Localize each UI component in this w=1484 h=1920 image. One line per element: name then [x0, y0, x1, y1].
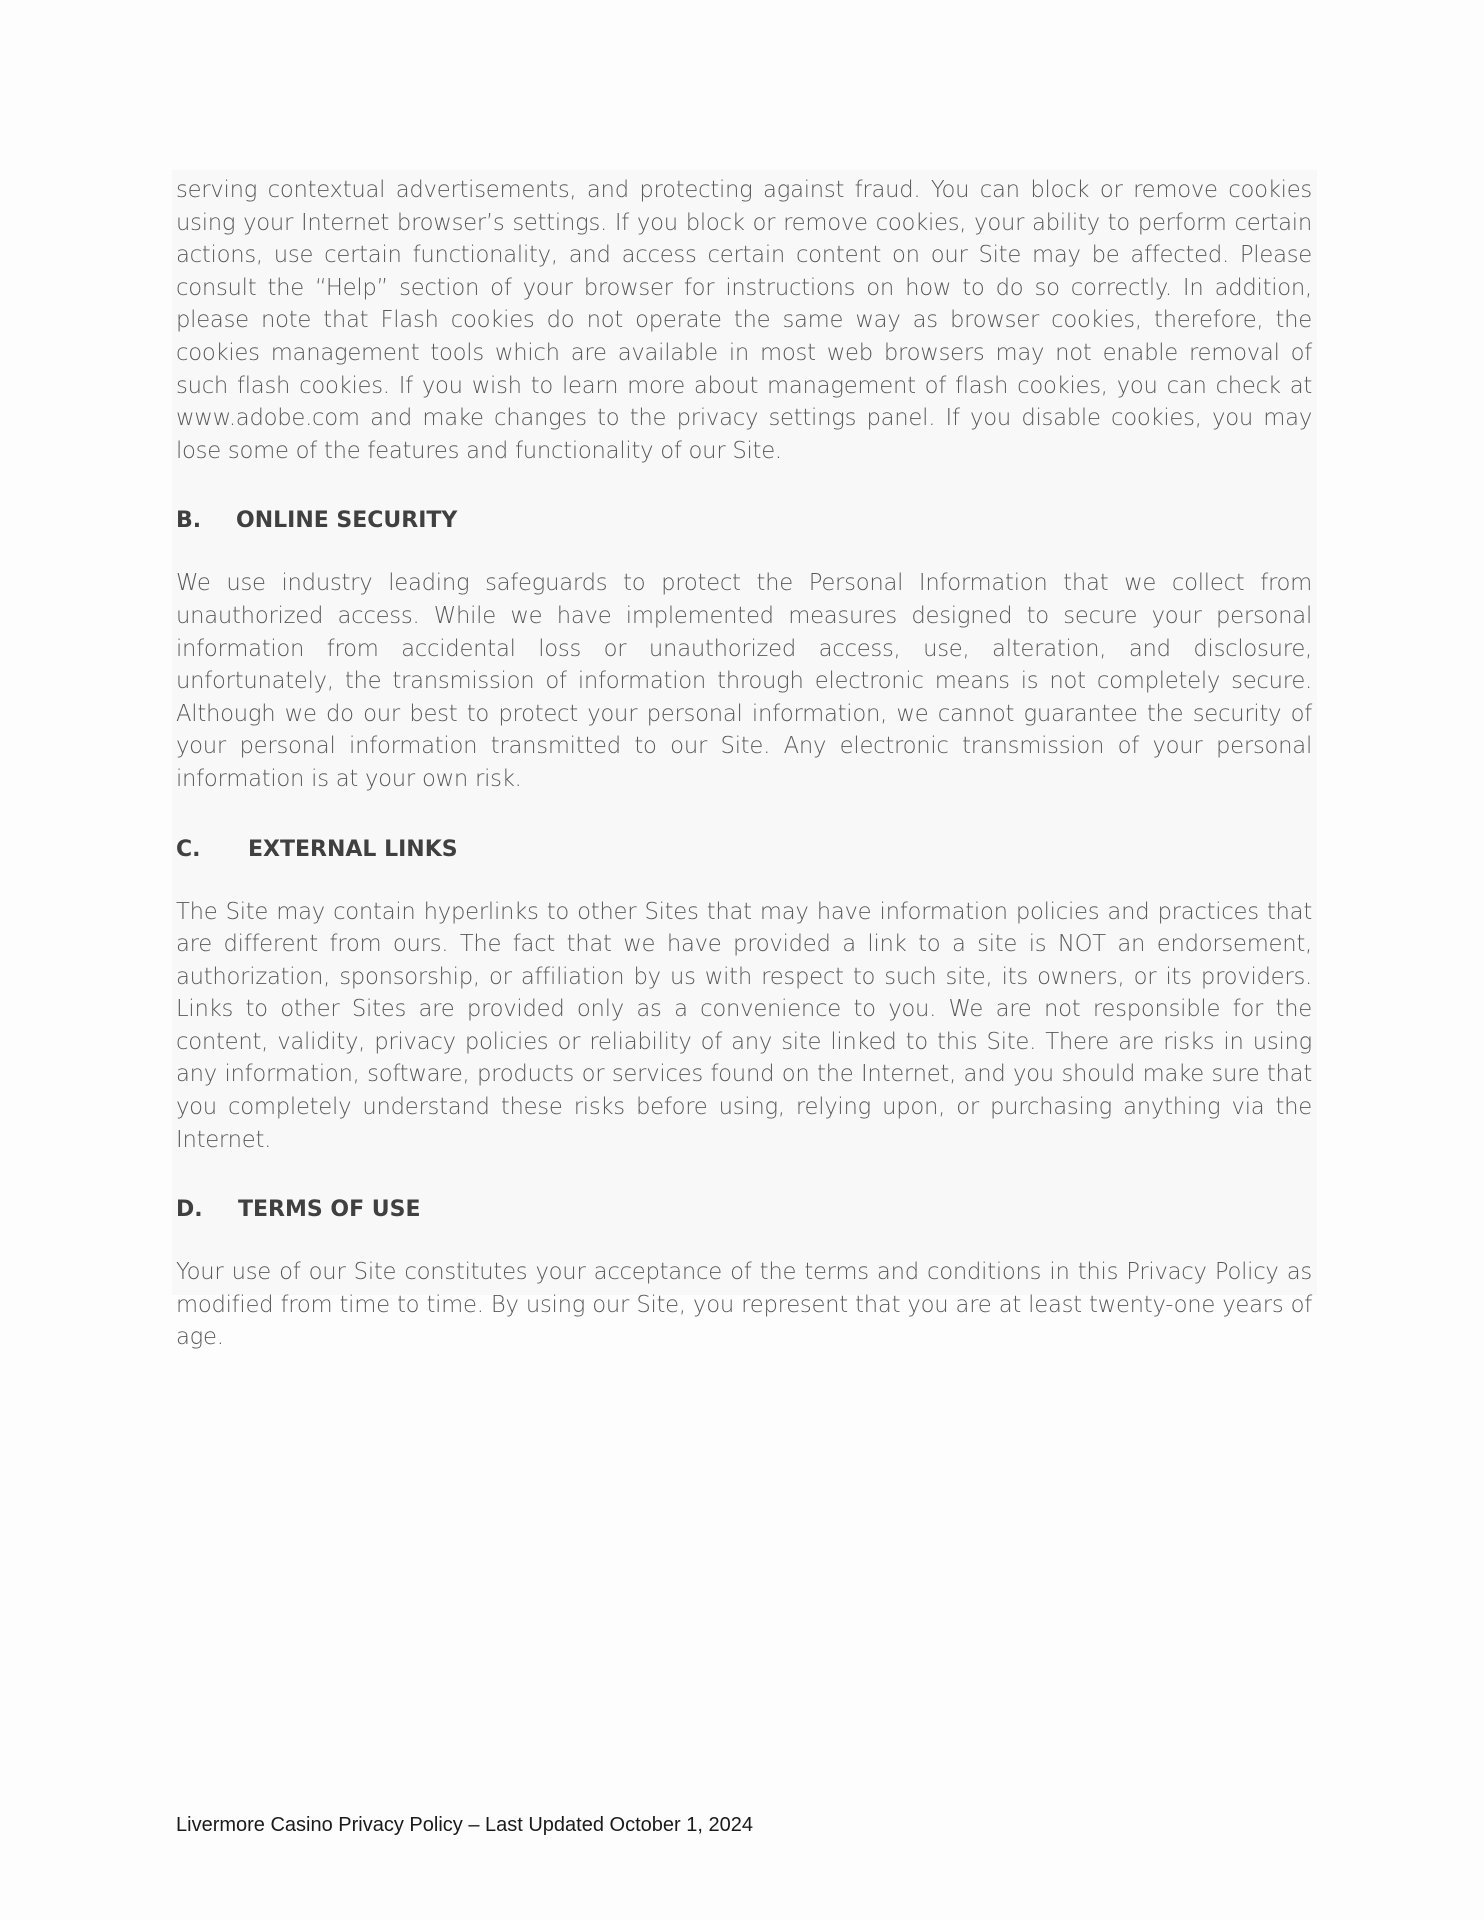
document-content	[176, 174, 1312, 1354]
section-heading-external-links	[176, 834, 1312, 866]
section-body-external-links: The Site may contain hyperlinks to other Sites that may have information policies and practices that are different from ours. The fact that we have provided a link to a site is NOT an endorsement, authorization, sponsorship, or affiliation by us with respect to such site, its owners, or its providers. Links to other Sites are provided only as a convenience to you. We are not responsible for the content, validity, privacy policies or reliability of any site linked to this Site. There are risks in using any information, software, products or services found on the Internet, and you should make sure that you completely understand these risks before using, relying upon, or purchasing anything via the Internet.	[176, 898, 1312, 1153]
section-body-terms-of-use: Your use of our Site constitutes your acceptance of the terms and conditions in this Privacy Policy as modified from time to time. By using our Site, you represent that you are at least twenty-one years of age.	[176, 1259, 1312, 1351]
intro-paragraph: serving contextual advertisements, and protecting against fraud. You can block or remove cookies using your Internet browser’s settings. If you block or remove cookies, your ability to perform certain actions, use certain functionality, and access certain content on our Site may be affected. Please consult the “Help” section of your browser for instructions on how to do so correctly. In addition, please note that Flash cookies do not operate the same way as browser cookies, therefore, the cookies management tools which are available in most web browsers may not enable removal of such flash cookies. If you wish to learn more about management of flash cookies, you can check at www.adobe.com and make changes to the privacy settings panel. If you disable cookies, you may lose some of the features and functionality of our Site.	[176, 177, 1312, 464]
section-heading-terms-of-use	[176, 1194, 1312, 1226]
section-title: TERMS OF USE	[238, 1197, 421, 1223]
section-heading-online-security	[176, 505, 1312, 537]
section-body-online-security: We use industry leading safeguards to protect the Personal Information that we collect from unauthorized access. While we have implemented measures designed to secure your personal information from accidental loss or unauthorized access, use, alteration, and disclosure, unfortunately, the transmission of information through electronic means is not completely secure. Although we do our best to protect your personal information, we cannot guarantee the security of your personal information transmitted to our Site. Any electronic transmission of your personal information is at your own risk.	[176, 570, 1312, 792]
section-letter: B.	[176, 508, 202, 534]
page-footer: Livermore Casino Privacy Policy – Last Updated October 1, 2024	[176, 1814, 753, 1836]
section-letter: C.	[176, 836, 201, 862]
section-title: ONLINE SECURITY	[236, 508, 458, 534]
section-letter: D.	[176, 1197, 203, 1223]
section-title: EXTERNAL LINKS	[248, 836, 458, 862]
